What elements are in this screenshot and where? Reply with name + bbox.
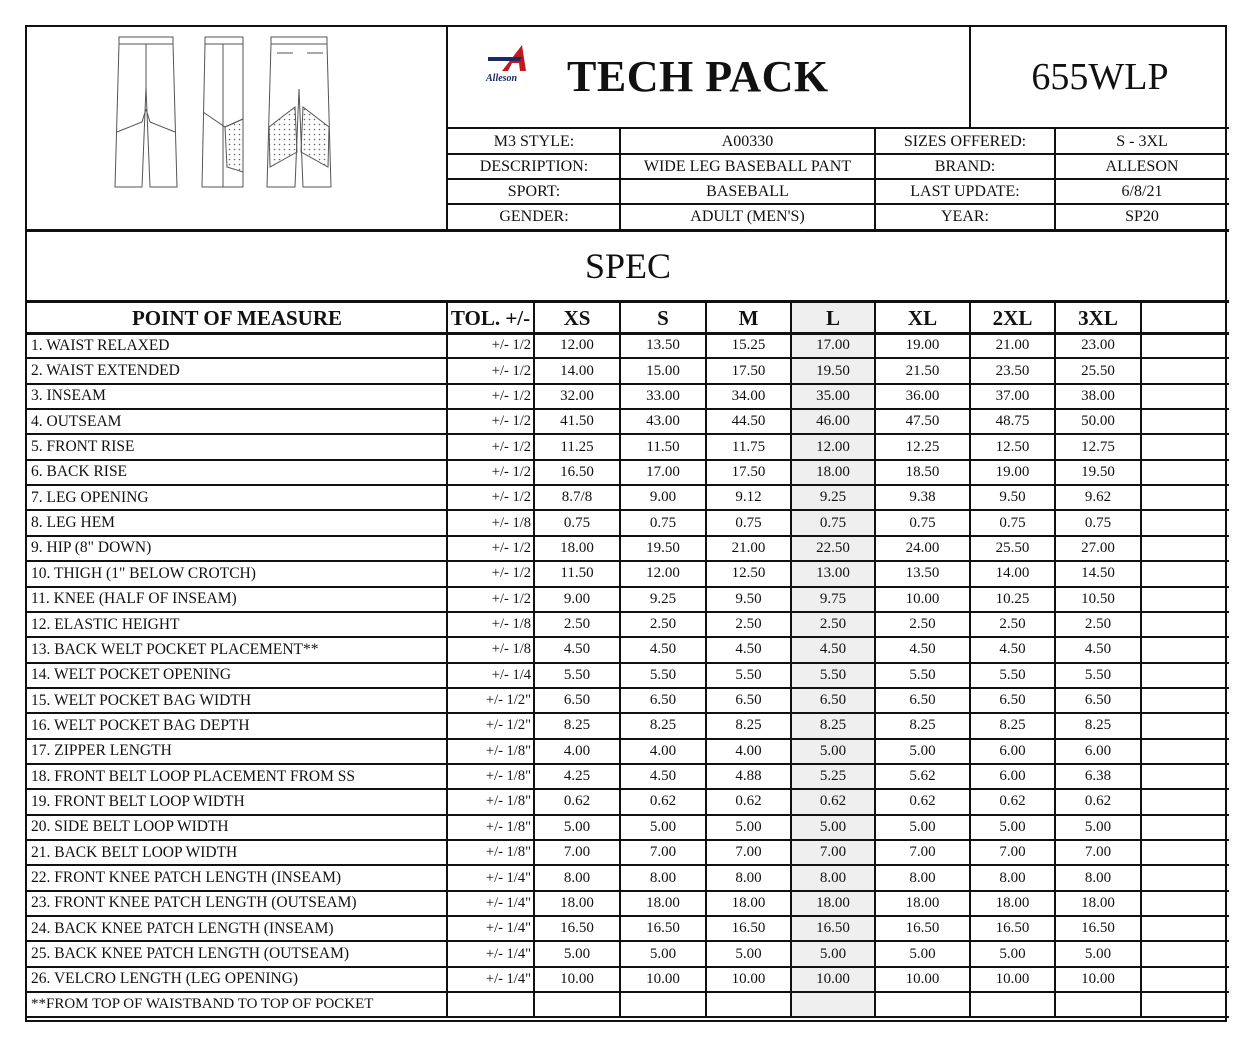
size-value: 18.00 [816,463,850,480]
tech-pack-sheet [25,25,1227,1022]
size-value: 5.62 [909,768,936,785]
svg-text:Alleson: Alleson [486,73,518,84]
size-value: 10.00 [646,970,680,987]
point-of-measure: 13. BACK WELT POCKET PLACEMENT** [31,640,319,658]
size-value: 0.75 [909,514,936,531]
size-value: 5.00 [819,742,847,759]
size-value: 44.50 [731,413,766,430]
size-value: 5.50 [649,666,677,683]
size-value: 5.50 [819,666,847,683]
size-value: 18.00 [995,894,1030,911]
size-value: 0.75 [735,514,762,531]
info-value2-1: ALLESON [1105,157,1179,175]
size-value: 5.00 [819,818,847,835]
tolerance: +/- 1/8" [485,768,531,785]
size-value: 21.50 [905,362,940,379]
size-value: 17.50 [731,463,766,480]
size-value: 0.62 [909,793,936,810]
size-value: 2.50 [735,616,762,633]
size-value: 6.50 [649,692,677,709]
col-header-9 [1141,303,1229,333]
size-value: 5.50 [563,666,591,683]
point-of-measure: 24. BACK KNEE PATCH LENGTH (INSEAM) [31,919,334,937]
size-value: 8.25 [999,717,1026,734]
col-header-4: M [738,305,759,330]
size-value: 5.00 [909,742,936,759]
size-value: 18.00 [731,894,766,911]
size-value: 16.50 [646,920,680,937]
brand-logo [482,41,552,85]
point-of-measure: 6. BACK RISE [31,463,128,481]
size-value: 21.00 [995,337,1030,354]
size-value: 27.00 [1081,539,1115,556]
size-value: 8.00 [1084,869,1112,886]
size-value: 5.00 [1084,945,1112,962]
size-value: 13.00 [816,565,850,582]
point-of-measure: 25. BACK KNEE PATCH LENGTH (OUTSEAM) [31,945,350,963]
info-value-2: BASEBALL [706,182,789,200]
tolerance: +/- 1/2 [491,438,531,455]
info-value2-2: 6/8/21 [1121,182,1163,200]
size-value: 9.00 [649,489,677,506]
size-value: 10.00 [560,970,594,987]
size-value: 23.50 [995,362,1030,379]
size-value: 10.00 [816,970,850,987]
size-value: 43.00 [646,413,680,430]
size-value: 4.50 [563,641,591,658]
size-value: 12.25 [905,438,940,455]
point-of-measure: 22. FRONT KNEE PATCH LENGTH (INSEAM) [31,869,342,887]
point-of-measure: 26. VELCRO LENGTH (LEG OPENING) [31,970,299,988]
size-value: 12.50 [995,438,1030,455]
point-of-measure: 23. FRONT KNEE PATCH LENGTH (OUTSEAM) [31,894,357,912]
tolerance: +/- 1/4" [485,894,531,911]
size-value: 16.50 [1081,920,1115,937]
size-value: 8.25 [1084,717,1112,734]
size-value: 0.75 [999,514,1026,531]
point-of-measure: 11. KNEE (HALF OF INSEAM) [31,590,237,608]
col-header-5: L [825,305,840,330]
size-value: 18.00 [560,539,594,556]
size-value: 25.50 [1081,362,1115,379]
tolerance: +/- 1/2 [491,590,531,607]
size-value: 0.62 [819,793,847,810]
size-value: 35.00 [816,387,850,404]
size-value: 14.00 [560,362,594,379]
size-value: 5.00 [819,945,847,962]
tolerance: +/- 1/2 [491,337,531,354]
info-value2-3: SP20 [1125,207,1159,225]
size-value: 7.00 [735,844,762,861]
size-value: 15.25 [731,337,766,354]
size-value: 6.50 [1084,692,1112,709]
size-value: 6.50 [999,692,1026,709]
size-value: 13.50 [646,337,680,354]
size-value: 11.75 [731,438,766,455]
tolerance: +/- 1/8 [491,514,531,531]
size-value: 8.7/8 [561,489,593,506]
point-of-measure: 3. INSEAM [31,387,106,405]
size-value: 8.25 [909,717,936,734]
size-value: 2.50 [999,616,1026,633]
size-value: 0.75 [649,514,677,531]
point-of-measure: 7. LEG OPENING [31,488,149,506]
footnote: **FROM TOP OF WAISTBAND TO TOP OF POCKET [31,996,374,1013]
size-value: 0.62 [563,793,591,810]
size-value: 19.50 [816,362,850,379]
point-of-measure: 21. BACK BELT LOOP WIDTH [31,843,238,861]
size-value: 4.50 [1084,641,1112,658]
size-value: 12.00 [560,337,594,354]
size-value: 7.00 [999,844,1026,861]
tolerance: +/- 1/2 [491,362,531,379]
size-value: 6.38 [1084,768,1112,785]
size-value: 19.50 [646,539,680,556]
size-value: 4.25 [563,768,591,785]
size-value: 18.00 [816,894,850,911]
point-of-measure: 4. OUTSEAM [31,412,122,430]
point-of-measure: 18. FRONT BELT LOOP PLACEMENT FROM SS [31,767,355,785]
tolerance: +/- 1/2 [491,413,531,430]
tolerance: +/- 1/2 [491,463,531,480]
size-value: 0.62 [649,793,677,810]
size-value: 2.50 [909,616,936,633]
col-header-7: 2XL [992,305,1033,330]
tolerance: +/- 1/8" [485,818,531,835]
size-value: 5.00 [1084,818,1112,835]
size-value: 6.00 [999,742,1026,759]
size-value: 16.50 [560,920,594,937]
size-value: 8.25 [563,717,591,734]
size-value: 16.50 [731,920,766,937]
size-value: 0.62 [735,793,762,810]
size-value: 2.50 [1084,616,1112,633]
size-value: 7.00 [909,844,936,861]
size-value: 47.50 [905,413,940,430]
size-value: 10.00 [905,970,940,987]
info-label2-2: LAST UPDATE: [910,182,1020,200]
point-of-measure: 17. ZIPPER LENGTH [31,742,172,760]
size-value: 11.50 [646,438,680,455]
size-value: 5.00 [909,945,936,962]
size-value: 18.00 [1081,894,1115,911]
size-value: 7.00 [1084,844,1112,861]
size-value: 9.25 [819,489,847,506]
size-value: 4.50 [649,641,677,658]
size-value: 5.00 [563,945,591,962]
size-value: 5.00 [909,818,936,835]
point-of-measure: 14. WELT POCKET OPENING [31,666,232,684]
tolerance: +/- 1/8 [491,641,531,658]
tolerance: +/- 1/2" [485,717,531,734]
col-header-6: XL [907,305,938,330]
size-value: 12.75 [1081,438,1115,455]
col-header-2: XS [563,305,591,330]
page-title: TECH PACK [567,51,829,101]
size-value: 22.50 [816,539,850,556]
size-value: 19.50 [1081,463,1115,480]
size-value: 18.00 [560,894,594,911]
size-value: 5.50 [909,666,936,683]
size-value: 8.00 [909,869,936,886]
size-value: 18.00 [646,894,680,911]
size-value: 6.50 [563,692,591,709]
size-value: 17.50 [731,362,766,379]
size-value: 10.00 [905,590,940,607]
point-of-measure: 16. WELT POCKET BAG DEPTH [31,716,250,734]
size-value: 9.75 [819,590,847,607]
size-value: 5.50 [1084,666,1112,683]
point-of-measure: 10. THIGH (1" BELOW CROTCH) [31,564,256,582]
tolerance: +/- 1/4" [485,920,531,937]
size-value: 8.25 [735,717,762,734]
point-of-measure: 9. HIP (8" DOWN) [31,539,152,557]
col-header-1: TOL. +/- [450,305,531,330]
size-value: 13.50 [905,565,940,582]
size-value: 32.00 [560,387,594,404]
size-value: 4.50 [999,641,1026,658]
info-label2-1: BRAND: [934,157,996,175]
size-value: 16.50 [560,463,594,480]
size-value: 9.12 [735,489,762,506]
size-value: 8.00 [819,869,847,886]
size-value: 8.00 [649,869,677,886]
size-value: 0.75 [819,514,847,531]
tolerance: +/- 1/2 [491,489,531,506]
tolerance: +/- 1/4" [485,970,531,987]
size-value: 0.75 [563,514,591,531]
size-value: 10.00 [995,970,1030,987]
size-value: 6.50 [735,692,762,709]
style-number: 655WLP [1031,56,1169,98]
size-value: 6.50 [819,692,847,709]
size-value: 15.00 [646,362,680,379]
tolerance: +/- 1/2 [491,387,531,404]
info-label2-3: YEAR: [941,207,989,225]
tolerance: +/- 1/4" [485,945,531,962]
size-value: 9.00 [563,590,591,607]
size-value: 8.25 [649,717,677,734]
size-value: 5.25 [819,768,847,785]
size-value: 9.25 [649,590,677,607]
size-value: 24.00 [905,539,940,556]
size-value: 38.00 [1081,387,1115,404]
point-of-measure: 8. LEG HEM [31,514,115,532]
size-value: 5.50 [735,666,762,683]
point-of-measure: 20. SIDE BELT LOOP WIDTH [31,818,229,836]
size-value: 21.00 [731,539,766,556]
tolerance: +/- 1/2" [485,692,531,709]
size-value: 16.50 [816,920,850,937]
size-value: 18.50 [905,463,940,480]
size-value: 0.62 [1084,793,1112,810]
point-of-measure: 2. WAIST EXTENDED [31,362,180,380]
size-value: 41.50 [560,413,594,430]
size-value: 5.00 [649,818,677,835]
size-value: 2.50 [649,616,677,633]
size-value: 7.00 [819,844,847,861]
garment-sketch [27,27,447,229]
tolerance: +/- 1/4" [485,869,531,886]
size-value: 16.50 [905,920,940,937]
size-value: 11.25 [560,438,594,455]
size-value: 4.50 [735,641,762,658]
size-value: 4.00 [563,742,591,759]
size-value: 5.00 [563,818,591,835]
info-label-2: SPORT: [507,182,561,200]
size-value: 9.50 [735,590,762,607]
size-value: 16.50 [995,920,1030,937]
size-value: 5.00 [999,945,1026,962]
size-value: 46.00 [816,413,850,430]
info-label2-0: SIZES OFFERED: [903,132,1027,150]
size-value: 4.00 [735,742,762,759]
size-value: 5.00 [735,945,762,962]
size-value: 4.50 [909,641,936,658]
point-of-measure: 1. WAIST RELAXED [31,336,170,354]
size-value: 4.50 [649,768,677,785]
size-value: 0.75 [1084,514,1112,531]
size-value: 23.00 [1081,337,1115,354]
tolerance: +/- 1/2 [491,539,531,556]
size-value: 10.50 [1081,590,1115,607]
size-value: 8.00 [563,869,591,886]
size-value: 25.50 [995,539,1030,556]
col-header-0: POINT OF MEASURE [131,305,343,330]
size-value: 18.00 [905,894,940,911]
tolerance: +/- 1/8" [485,742,531,759]
size-value: 8.00 [999,869,1026,886]
size-value: 4.88 [735,768,762,785]
info-value-1: WIDE LEG BASEBALL PANT [643,157,852,175]
size-value: 37.00 [995,387,1030,404]
size-value: 6.50 [909,692,936,709]
size-value: 6.00 [1084,742,1112,759]
size-value: 12.50 [731,565,766,582]
pants-sketch-icon [27,27,447,229]
size-value: 14.00 [995,565,1030,582]
tolerance: +/- 1/2 [491,565,531,582]
size-value: 6.00 [999,768,1026,785]
tolerance: +/- 1/4 [491,666,531,683]
info-label-1: DESCRIPTION: [479,157,589,175]
info-value2-0: S - 3XL [1116,132,1168,150]
size-value: 17.00 [646,463,680,480]
size-value: 7.00 [563,844,591,861]
size-value: 19.00 [995,463,1030,480]
size-value: 10.00 [1081,970,1115,987]
col-header-3: S [657,305,669,330]
size-value: 4.50 [819,641,847,658]
size-value: 2.50 [563,616,591,633]
alleson-logo-icon [482,41,552,85]
size-value: 5.50 [999,666,1026,683]
info-label-3: GENDER: [499,207,569,225]
size-value: 5.00 [999,818,1026,835]
size-value: 4.00 [649,742,677,759]
point-of-measure: 19. FRONT BELT LOOP WIDTH [31,792,245,810]
size-value: 9.62 [1084,489,1112,506]
size-value: 2.50 [819,616,847,633]
tolerance: +/- 1/8" [485,793,531,810]
point-of-measure: 15. WELT POCKET BAG WIDTH [31,691,252,709]
size-value: 12.00 [816,438,850,455]
point-of-measure: 12. ELASTIC HEIGHT [31,615,180,633]
size-value: 36.00 [905,387,940,404]
size-value: 34.00 [731,387,766,404]
size-value: 9.38 [909,489,936,506]
size-value: 5.00 [649,945,677,962]
size-value: 12.00 [646,565,680,582]
size-value: 48.75 [995,413,1030,430]
tolerance: +/- 1/8 [491,616,531,633]
size-value: 7.00 [649,844,677,861]
spec-title: SPEC [584,246,672,286]
col-header-8: 3XL [1078,305,1118,330]
size-value: 5.00 [735,818,762,835]
size-value: 0.62 [999,793,1026,810]
size-value: 10.25 [995,590,1030,607]
size-value: 10.00 [731,970,766,987]
info-value-0: A00330 [721,132,774,150]
size-value: 33.00 [646,387,680,404]
size-value: 11.50 [560,565,594,582]
size-value: 8.25 [819,717,847,734]
info-value-3: ADULT (MEN'S) [690,207,805,225]
info-label-0: M3 STYLE: [493,132,575,150]
tolerance: +/- 1/8" [485,844,531,861]
size-value: 19.00 [905,337,940,354]
size-value: 14.50 [1081,565,1115,582]
size-value: 17.00 [816,337,850,354]
size-value: 50.00 [1081,413,1115,430]
point-of-measure: 5. FRONT RISE [31,438,135,456]
size-value: 9.50 [999,489,1026,506]
size-value: 8.00 [735,869,762,886]
